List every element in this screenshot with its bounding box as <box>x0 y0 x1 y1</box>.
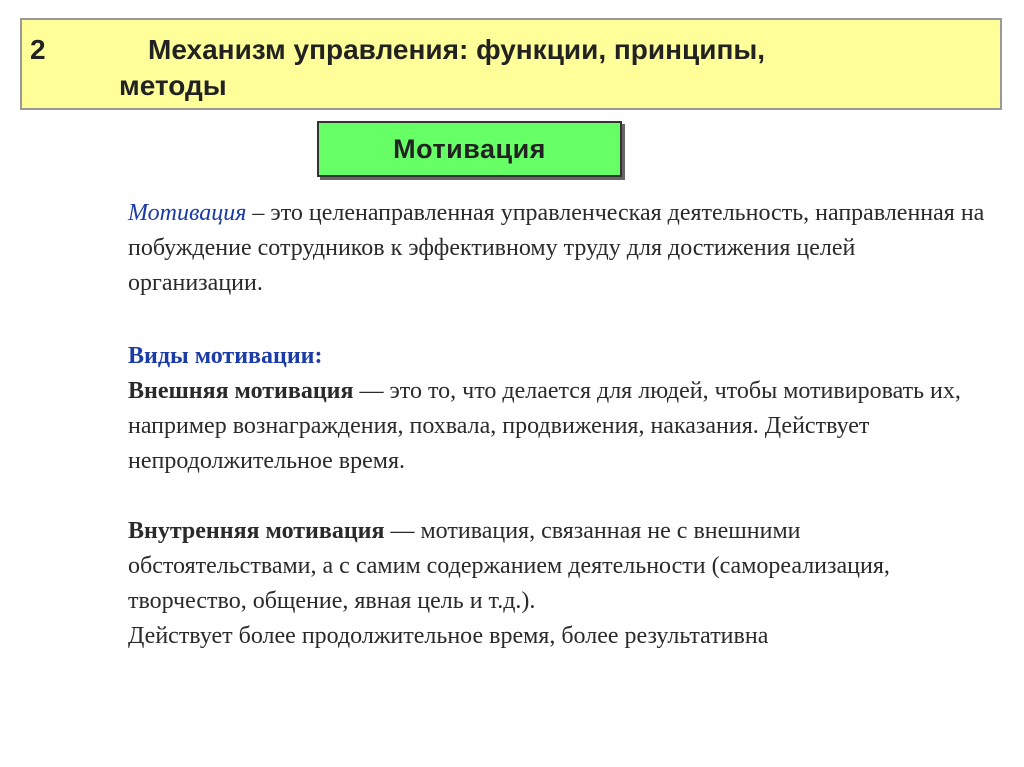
internal-motivation-text-2: Действует более продолжительное время, более результативна <box>128 623 769 649</box>
spacer <box>128 301 988 339</box>
topic-badge: Мотивация <box>317 121 622 177</box>
slide-title-box <box>20 18 1002 110</box>
definition-term: Мотивация <box>128 200 247 226</box>
slide-title-line-2: методы <box>119 70 227 101</box>
slide-content <box>128 196 988 654</box>
external-motivation-text: — это то, что делается для людей, чтобы мотивировать их, например вознаграждения, похвала, продвижения, наказания. Действует непродолжительное время. <box>128 378 961 474</box>
internal-motivation-text: — мотивация, связанная не с внешними обстоятельствами, а с самим содержанием деятельности (самореализация, творчество, общение, явная цель и т.д.). <box>128 518 890 614</box>
spacer <box>128 479 988 514</box>
external-motivation-term: Внешняя мотивация <box>128 378 354 404</box>
slide-title-line-1: Механизм управления: функции, принципы, <box>148 34 766 65</box>
external-motivation-paragraph <box>128 374 988 479</box>
types-heading: Виды мотивации: <box>128 343 323 369</box>
types-heading-paragraph <box>128 339 988 374</box>
internal-motivation-conclusion <box>128 619 988 654</box>
definition-paragraph <box>128 196 988 301</box>
definition-text: – это целенаправленная управленческая деятельность, направленная на побуждение сотрудников к эффективному труду для достижения целей организации. <box>128 200 985 296</box>
internal-motivation-paragraph <box>128 514 988 619</box>
section-number: 2 <box>30 34 46 65</box>
internal-motivation-term: Внутренняя мотивация <box>128 518 385 544</box>
